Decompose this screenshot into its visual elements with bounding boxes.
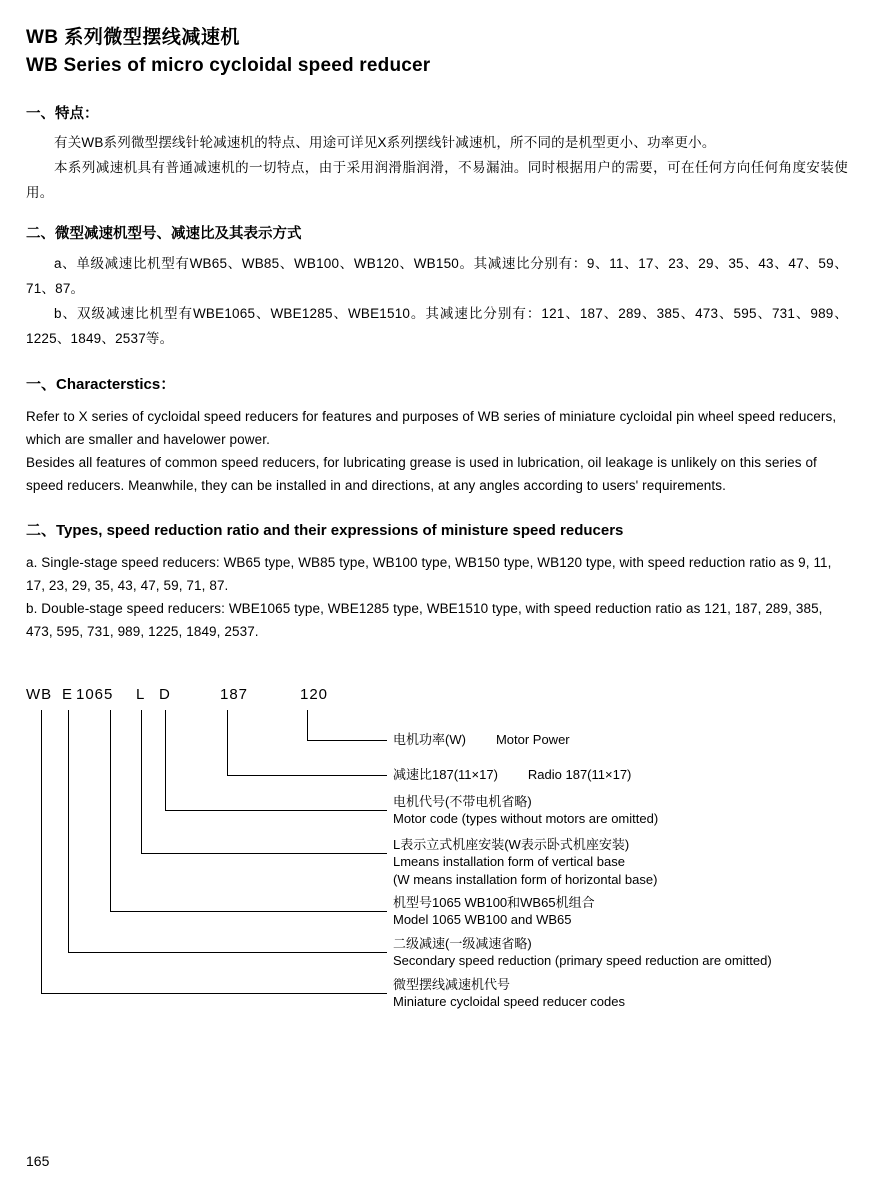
leader-v-installation (141, 710, 142, 853)
leader-h-installation (141, 853, 387, 854)
label-installation-form (393, 836, 657, 889)
label-motor-power (393, 731, 570, 749)
label-reduction-ratio-cn: 减速比187(11×17) (393, 766, 498, 782)
label-motor-code-cn: 电机代号(不带电机省略) (393, 793, 532, 809)
label-secondary-reduction-cn: 二级减速(一级减速省略) (393, 935, 532, 951)
label-secondary-reduction (393, 935, 772, 970)
label-reduction-ratio-en: Radio 187(11×17) (527, 766, 632, 782)
leader-h-motor-power (307, 740, 387, 741)
label-motor-power-en: Motor Power (495, 731, 570, 747)
leader-v-model (110, 710, 111, 911)
leader-v-motor-code (165, 710, 166, 810)
paragraph-en1-1: Refer to X series of cycloidal speed reducers for features and purposes of WB series of miniature cycloidal pin wheel speed reducers, which are smaller and havelower power. (26, 408, 837, 447)
leader-v-secondary (68, 710, 69, 952)
label-motor-code-en: Motor code (types without motors are omitted) (393, 811, 659, 827)
label-reducer-code-en: Miniature cycloidal speed reducer codes (393, 994, 625, 1010)
paragraph-cn2-2: b、双级减速比机型有WBE1065、WBE1285、WBE1510。其减速比分别有：121、187、289、385、473、595、731、989、1225、1849、2537等。 (26, 305, 848, 346)
paragraph-cn1-2: 本系列减速机具有普通减速机的一切特点，由于采用润滑脂润滑，不易漏油。同时根据用户的需要，可在任何方向任何角度安装使用。 (26, 160, 848, 201)
leader-h-ratio (227, 775, 387, 776)
label-model-number-cn: 机型号1065 WB100和WB65机组合 (393, 894, 595, 910)
section-heading-characteristics-cn: 一、特点： (26, 105, 99, 122)
label-motor-power-cn: 电机功率(W) (393, 731, 466, 747)
label-installation-form-en: Lmeans installation form of vertical base (393, 854, 625, 870)
page-title-cn: WB 系列微型摆线减速机 (26, 27, 240, 48)
label-reducer-code-cn: 微型摆线减速机代号 (393, 976, 511, 992)
paragraph-en2-2: b. Double-stage speed reducers: WBE1065 type, WBE1285 type, WBE1510 type, with speed reduction ratio as 121, 187, 289, 385, 473, 595, 731, 989, 1225, 1849, 2537. (26, 601, 823, 640)
paragraph-cn1-1: 有关WB系列微型摆线针轮减速机的特点、用途可详见X系列摆线针减速机，所不同的是机型更小、功率更小。 (54, 135, 716, 151)
leader-h-motor-code (165, 810, 387, 811)
page-number: 165 (26, 1153, 50, 1169)
page-title-en: WB Series of micro cycloidal speed reducer (26, 54, 431, 76)
label-motor-code (393, 793, 658, 828)
section-heading-types-cn: 二、微型减速机型号、减速比及其表示方式 (26, 226, 302, 243)
code-segment-187: 187 (220, 685, 249, 703)
label-reduction-ratio (393, 766, 631, 784)
label-secondary-reduction-en: Secondary speed reduction (primary speed reduction are omitted) (393, 953, 772, 969)
section-heading-characteristics-en: 一、Characterstics： (26, 375, 176, 393)
leader-h-reducer-code (41, 993, 387, 994)
label-model-number-en: Model 1065 WB100 and WB65 (393, 912, 572, 928)
code-segment-e: E (62, 685, 74, 703)
label-installation-form-en2: (W means installation form of horizontal base) (393, 871, 658, 887)
leader-h-secondary (68, 952, 387, 953)
code-segment-1065: 1065 (76, 685, 114, 703)
paragraph-en1-2: Besides all features of common speed reducers, for lubricating grease is used in lubrication, oil leakage is unlikely on this series of speed reducers. Meanwhile, they can be installed in and directions, at any angles according to users' requirements. (26, 455, 817, 494)
leader-v-reducer-code (41, 710, 42, 993)
label-installation-form-cn: L表示立式机座安装(W表示卧式机座安装) (393, 836, 630, 852)
code-segment-d: D (159, 685, 171, 703)
paragraph-cn2-1: a、单级减速比机型有WB65、WB85、WB100、WB120、WB150。其减速比分别有：9、11、17、23、29、35、43、47、59、71、87。 (26, 255, 848, 296)
leader-v-motor-power (307, 710, 308, 740)
code-segment-wb: WB (26, 685, 53, 703)
model-code-diagram (26, 686, 854, 1016)
label-model-number (393, 894, 595, 929)
leader-h-model (110, 911, 387, 912)
code-segment-120: 120 (300, 685, 329, 703)
leader-v-ratio (227, 710, 228, 775)
paragraph-en2-1: a. Single-stage speed reducers: WB65 type, WB85 type, WB100 type, WB150 type, WB120 type, with speed reduction ratio as 9, 11, 17, 23, 29, 35, 43, 47, 59, 71, 87. (26, 554, 832, 593)
section-heading-types-en: 二、Types, speed reduction ratio and their expressions of ministure speed reducers (26, 521, 624, 539)
code-segment-l: L (136, 685, 146, 703)
label-reducer-code (393, 976, 625, 1011)
